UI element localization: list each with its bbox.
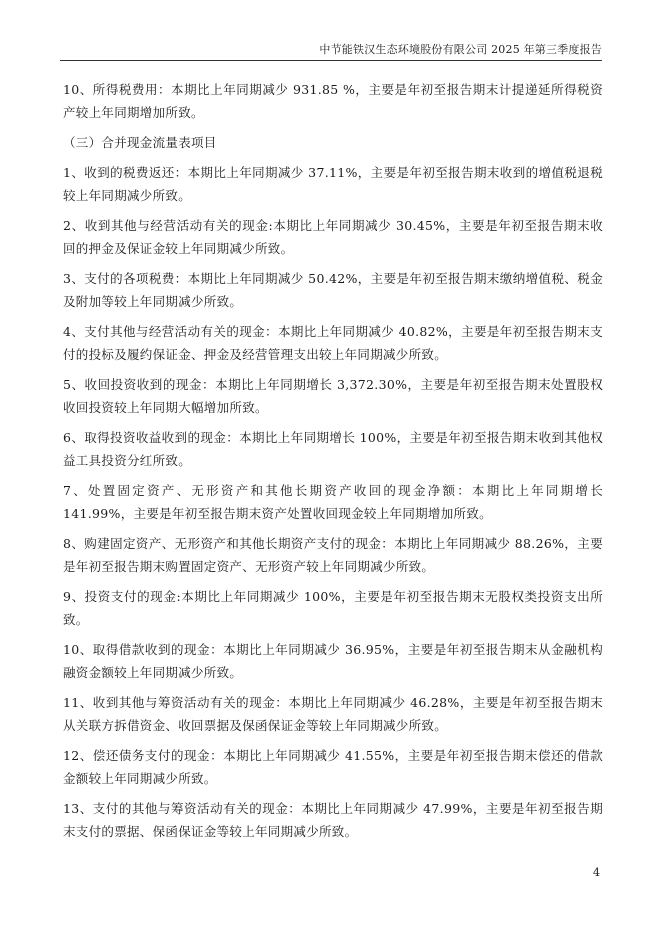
paragraph-other-financing-payments: 13、支付的其他与筹资活动有关的现金：本期比上年同期减少 47.99%，主要是年初至报告期末支付的票据、保函保证金等较上年同期减少所致。 bbox=[63, 801, 603, 839]
paragraph-asset-purchase: 8、购建固定资产、无形资产和其他长期资产支付的现金：本期比上年同期减少 88.26%，主要是年初至报告期末购置固定资产、无形资产较上年同期减少所致。 bbox=[63, 536, 603, 574]
paragraph-borrowings-received: 10、取得借款收到的现金：本期比上年同期减少 36.95%，主要是年初至报告期末从金融机构融资金额较上年同期减少所致。 bbox=[63, 642, 603, 680]
paragraph-asset-disposal: 7、处置固定资产、无形资产和其他长期资产收回的现金净额：本期比上年同期增长 141.99%，主要是年初至报告期末资产处置收回现金较上年同期增加所致。 bbox=[63, 483, 603, 521]
paragraph-other-operating-receipts: 2、收到其他与经营活动有关的现金:本期比上年同期减少 30.45%，主要是年初至报告期末收回的押金及保证金较上年同期减少所致。 bbox=[63, 218, 603, 256]
page-header bbox=[60, 40, 602, 61]
paragraph-investment-paid: 9、投资支付的现金:本期比上年同期减少 100%，主要是年初至报告期末无股权类投资支出所致。 bbox=[63, 589, 603, 627]
paragraph-tax-refunds: 1、收到的税费返还：本期比上年同期减少 37.11%，主要是年初至报告期末收到的增值税退税较上年同期减少所致。 bbox=[63, 165, 603, 203]
paragraph-other-financing-receipts: 11、收到其他与筹资活动有关的现金：本期比上年同期减少 46.28%，主要是年初至报告期末从关联方拆借资金、收回票据及保函保证金等较上年同期减少所致。 bbox=[63, 695, 603, 733]
document-body bbox=[63, 78, 603, 850]
paragraph-income-tax: 10、所得税费用：本期比上年同期减少 931.85 %，主要是年初至报告期末计提递延所得税资产较上年同期增加所致。 bbox=[63, 82, 603, 120]
page-number: 4 bbox=[593, 866, 600, 879]
paragraph-investment-recovered: 5、收回投资收到的现金：本期比上年同期增长 3,372.30%，主要是年初至报告期末处置股权收回投资较上年同期大幅增加所致。 bbox=[63, 377, 603, 415]
section-heading-cash-flow: （三）合并现金流量表项目 bbox=[63, 135, 217, 150]
report-title: 中节能铁汉生态环境股份有限公司 2025 年第三季度报告 bbox=[319, 43, 602, 56]
paragraph-investment-income: 6、取得投资收益收到的现金：本期比上年同期增长 100%，主要是年初至报告期末收到其他权益工具投资分红所致。 bbox=[63, 430, 603, 468]
paragraph-other-operating-payments: 4、支付其他与经营活动有关的现金：本期比上年同期减少 40.82%，主要是年初至报告期末支付的投标及履约保证金、押金及经营管理支出较上年同期减少所致。 bbox=[63, 324, 603, 362]
paragraph-taxes-paid: 3、支付的各项税费：本期比上年同期减少 50.42%，主要是年初至报告期末缴纳增值税、税金及附加等较上年同期减少所致。 bbox=[63, 271, 603, 309]
paragraph-debt-repayment: 12、偿还债务支付的现金：本期比上年同期减少 41.55%，主要是年初至报告期末偿还的借款金额较上年同期减少所致。 bbox=[63, 748, 603, 786]
